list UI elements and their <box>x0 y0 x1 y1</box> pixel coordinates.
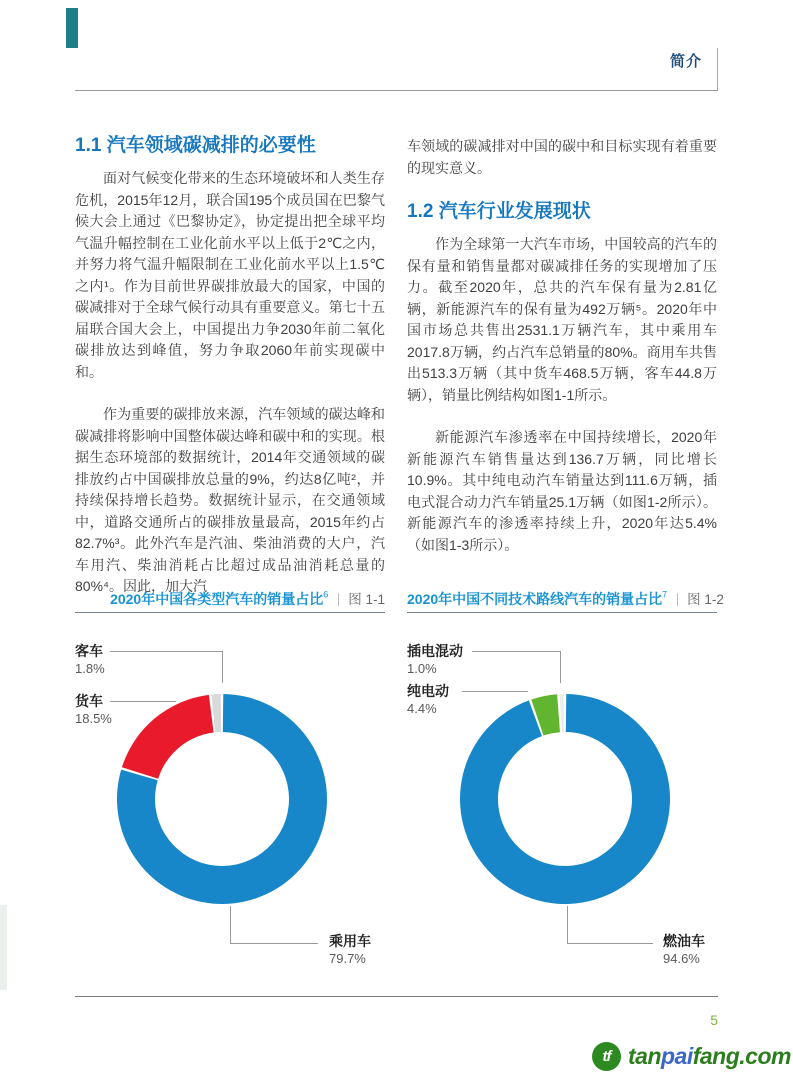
callout-bev-value: 4.4% <box>407 701 437 716</box>
callout-phev-label: 插电混动 <box>407 643 463 659</box>
figure-1-2-footnote-mark: 7 <box>662 589 668 600</box>
figure-1-1-title-divider <box>338 593 339 606</box>
figure-1-1-title <box>75 588 385 609</box>
section-1-2-paragraph-1: 作为全球第一大汽车市场，中国较高的汽车的保有量和销售量都对碳减排任务的实现增加了压力。截至2020年，总共的汽车保有量为2.81亿辆，新能源汽车的保有量为492万辆⁵。2020年中国市场总共售出2531.1万辆汽车，其中乘用车2017.8万辆，约占汽车总销量的80%。商用车共售出513.3万辆（其中货车468.5万辆，客车44.8万辆），销量比例结构如图1-1所示。 <box>407 236 717 403</box>
section-1-1-paragraph-2-continued: 车领域的碳减排对中国的碳中和目标实现有着重要的现实意义。 <box>407 138 717 176</box>
donut-slice-燃油车 <box>460 694 670 904</box>
leader-bus-v <box>222 651 223 683</box>
figure-1-2-tag: 图 1-2 <box>687 592 724 607</box>
callout-bus <box>75 641 105 676</box>
callout-ice <box>663 931 705 966</box>
left-edge-decoration <box>0 905 7 990</box>
donut-chart-powertrains <box>460 694 670 904</box>
figure-1-1-title-text: 2020年中国各类型汽车的销量占比 <box>110 591 324 607</box>
section-1-1-heading: 1.1 汽车领域碳减排的必要性 <box>75 135 316 156</box>
callout-phev <box>407 641 463 676</box>
callout-truck-value: 18.5% <box>75 711 112 726</box>
leader-passenger-v <box>230 906 231 943</box>
callout-bus-value: 1.8% <box>75 661 105 676</box>
header-rule <box>75 90 718 91</box>
leader-phev-h <box>472 651 560 652</box>
donut-slice-插电混动 <box>560 694 564 732</box>
page-number: 5 <box>710 1012 718 1028</box>
callout-bev-label: 纯电动 <box>407 683 449 699</box>
section-1-1-paragraph-2: 作为重要的碳排放来源，汽车领域的碳达峰和碳减排将影响中国整体碳达峰和碳中和的实现。根据生态环境部的数据统计，2014年交通领域的碳排放约占中国碳排放总量的9%，约达8亿吨²，并持续保持增长趋势。数据统计显示，在交通领域中，道路交通所占的碳排放量最高，2015年约占82.7%³。此外汽车是汽油、柴油消费的大户，汽车用汽、柴油消耗占比超过成品油消耗总量的80%⁴。因此，加大汽 <box>75 406 385 594</box>
leader-phev-v <box>560 651 561 683</box>
callout-phev-value: 1.0% <box>407 661 437 676</box>
callout-passenger-car-value: 79.7% <box>329 951 366 966</box>
callout-truck <box>75 691 112 726</box>
logo-text-fang-com: fang.com <box>692 1042 791 1069</box>
tanpaifang-logo-icon: tf <box>592 1042 621 1071</box>
footer-rule <box>75 996 718 997</box>
leader-ice-h <box>567 943 653 944</box>
callout-ice-label: 燃油车 <box>663 933 705 949</box>
callout-bus-label: 客车 <box>75 643 103 659</box>
figure-1-2-title <box>407 588 724 609</box>
section-1-2-heading: 1.2 汽车行业发展现状 <box>407 201 591 222</box>
header-vertical-divider <box>717 48 718 91</box>
callout-passenger-car <box>329 931 371 966</box>
donut-slice-货车 <box>122 695 214 779</box>
section-1-1-paragraph-1: 面对气候变化带来的生态环境破坏和人类生存危机，2015年12月，联合国195个成员国在巴黎气候大会上通过《巴黎协定》，协定提出把全球平均气温升幅控制在工业化前水平以上低于2℃之内，并努力将气温升幅限制在工业化前水平以上1.5℃之内¹。作为目前世界碳排放最大的国家，中国的碳减排对于全球气候行动具有重要意义。第七十五届联合国大会上，中国提出力争2030年前二氧化碳排放达到峰值，努力争取2060年前实现碳中和。 <box>75 170 385 380</box>
section-1-2-paragraph-2: 新能源汽车渗透率在中国持续增长，2020年新能源汽车销售量达到136.7万辆，同比增长10.9%。其中纯电动汽车销量达到111.6万辆，插电式混合动力汽车销量25.1万辆（如图1-2所示）。新能源汽车的渗透率持续上升，2020年达5.4%（如图1-3所示）。 <box>407 429 717 553</box>
left-column <box>75 134 385 619</box>
callout-passenger-car-label: 乘用车 <box>329 933 371 949</box>
leader-bus-h <box>110 651 222 652</box>
figure-1-2-title-divider <box>677 593 678 606</box>
callout-bev <box>407 681 449 716</box>
logo-text-tan: tan <box>628 1042 661 1069</box>
right-column <box>407 136 717 577</box>
tanpaifang-logo-text <box>628 1043 791 1070</box>
donut-chart-vehicle-types <box>117 694 327 904</box>
figure-1-2-title-rule <box>407 612 717 613</box>
leader-bev-h <box>462 691 528 692</box>
callout-truck-label: 货车 <box>75 693 103 709</box>
figure-1-2-title-text: 2020年中国不同技术路线汽车的销量占比 <box>407 591 663 607</box>
figure-1-1-title-rule <box>75 612 385 613</box>
tanpaifang-logo[interactable] <box>592 1040 791 1072</box>
leader-passenger-h <box>230 943 318 944</box>
leader-ice-v <box>567 906 568 943</box>
figure-1-1-footnote-mark: 6 <box>323 589 329 600</box>
leader-truck-h <box>110 701 176 702</box>
donut-slice-客车 <box>211 694 221 732</box>
chapter-accent-bar <box>66 8 78 48</box>
logo-text-pai: pai <box>661 1042 693 1069</box>
running-head-section: 简介 <box>669 53 702 70</box>
callout-ice-value: 94.6% <box>663 951 700 966</box>
figure-1-1-tag: 图 1-1 <box>348 592 385 607</box>
